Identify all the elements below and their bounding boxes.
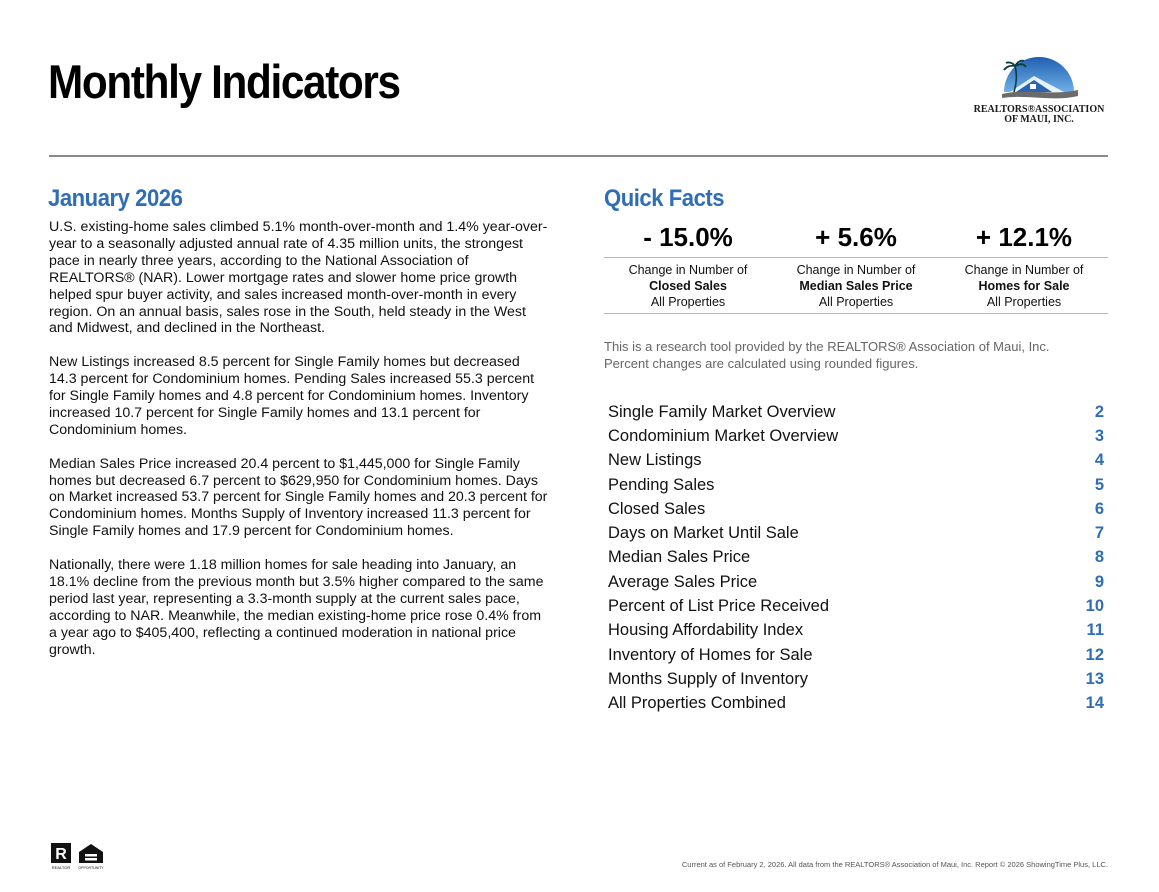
summary-paragraph-3: Median Sales Price increased 20.4 percent to $1,445,000 for Single Family homes but decreased 6.7 percent to $629,950 for Condominium homes. Days on Market increased 53.7 percent for Single Family homes and 20.3 percent for Condominium homes. Months Supply of Inventory increased 11.3 percent for Single Family homes and 17.9 percent for Condominium homes. bbox=[49, 455, 548, 540]
quick-facts-values bbox=[604, 219, 1108, 258]
fact-label-metric: Homes for Sale bbox=[978, 279, 1070, 293]
summary-paragraph-4: Nationally, there were 1.18 million homes for sale heading into January, an 18.1% decline from the previous month but 3.5% higher compared to the same period last year, representing a 3.3-month supply at the current sales pace, according to NAR. Meanwhile, the median existing-home price rose 0.4% from a year ago to $405,400, reflecting a continued moderation in national price growth. bbox=[49, 557, 544, 658]
toc-page-number: 4 bbox=[1094, 451, 1104, 470]
toc-label: Closed Sales bbox=[608, 499, 706, 518]
fact-label-line1: Change in Number of bbox=[628, 263, 748, 277]
toc-page-number: 13 bbox=[1085, 669, 1104, 688]
toc-page-number: 6 bbox=[1094, 499, 1104, 518]
toc-item[interactable] bbox=[604, 424, 1108, 448]
fact-median-price-value: + 5.6% bbox=[815, 222, 897, 252]
logo-line-1: REALTORS®ASSOCIATION bbox=[973, 104, 1105, 115]
quick-facts-labels bbox=[604, 258, 1108, 314]
logo-wordmark bbox=[968, 105, 1110, 125]
summary-text bbox=[49, 219, 549, 675]
fact-label-metric: Median Sales Price bbox=[799, 279, 913, 293]
equal-housing-icon bbox=[78, 844, 104, 870]
fact-homes-for-sale-label bbox=[940, 262, 1108, 310]
toc-label: Housing Affordability Index bbox=[608, 621, 804, 640]
eho-mark-text: OPPORTUNITY bbox=[78, 866, 104, 870]
fact-label-scope: All Properties bbox=[650, 295, 726, 309]
summary-paragraph-2: New Listings increased 8.5 percent for Single Family homes but decreased 14.3 percent for Condominium homes. Pending Sales increased 55.3 percent for Single Family homes and 4.8 percent for Condominium homes. Inventory increased 10.7 percent for Single Family homes and 13.1 percent for Condominium homes. bbox=[49, 354, 535, 438]
fact-label-scope: All Properties bbox=[986, 295, 1062, 309]
fact-label-line1: Change in Number of bbox=[796, 263, 916, 277]
fact-label-line1: Change in Number of bbox=[964, 263, 1084, 277]
toc-item[interactable] bbox=[604, 643, 1108, 667]
toc-page-number: 8 bbox=[1094, 548, 1104, 567]
summary-heading: January 2026 bbox=[48, 185, 183, 212]
svg-text:R: R bbox=[55, 846, 67, 863]
fact-homes-for-sale-value: + 12.1% bbox=[975, 222, 1073, 252]
toc-page-number: 10 bbox=[1085, 597, 1104, 616]
research-note-line-2: Percent changes are calculated using rounded figures. bbox=[604, 355, 919, 371]
fact-label-scope: All Properties bbox=[818, 295, 894, 309]
toc-label: Average Sales Price bbox=[608, 572, 758, 591]
toc-label: New Listings bbox=[608, 451, 702, 470]
toc-item[interactable] bbox=[604, 619, 1108, 643]
toc-item[interactable] bbox=[604, 594, 1108, 618]
realtor-icon bbox=[51, 843, 71, 870]
fact-closed-sales-label bbox=[604, 262, 772, 310]
research-note-line-1: This is a research tool provided by the REALTORS® Association of Maui, Inc. bbox=[604, 339, 1050, 354]
toc-label: Condominium Market Overview bbox=[608, 426, 839, 445]
toc-page-number: 3 bbox=[1094, 426, 1104, 445]
toc-item[interactable] bbox=[604, 400, 1108, 424]
toc-item[interactable] bbox=[604, 692, 1108, 716]
research-note bbox=[604, 339, 1104, 372]
fact-closed-sales-value: - 15.0% bbox=[643, 222, 733, 252]
fact-label-metric: Closed Sales bbox=[649, 279, 727, 293]
toc-item[interactable] bbox=[604, 521, 1108, 545]
toc-label: Days on Market Until Sale bbox=[608, 524, 799, 543]
toc-item[interactable] bbox=[604, 497, 1108, 521]
toc-item[interactable] bbox=[604, 449, 1108, 473]
toc-label: Single Family Market Overview bbox=[608, 402, 836, 421]
toc-item[interactable] bbox=[604, 667, 1108, 691]
quick-facts-table bbox=[604, 219, 1108, 314]
toc-item[interactable] bbox=[604, 473, 1108, 497]
toc-label: Months Supply of Inventory bbox=[608, 669, 808, 688]
toc-page-number: 2 bbox=[1094, 402, 1104, 421]
table-of-contents bbox=[604, 400, 1108, 716]
quick-facts-heading: Quick Facts bbox=[604, 185, 725, 212]
toc-item[interactable] bbox=[604, 570, 1108, 594]
toc-label: All Properties Combined bbox=[608, 694, 786, 713]
toc-item[interactable] bbox=[604, 546, 1108, 570]
fact-median-price-label bbox=[772, 262, 940, 310]
compliance-badges bbox=[50, 842, 110, 872]
toc-page-number: 7 bbox=[1094, 524, 1104, 543]
toc-page-number: 5 bbox=[1094, 475, 1104, 494]
toc-page-number: 14 bbox=[1085, 694, 1104, 713]
toc-page-number: 12 bbox=[1085, 645, 1104, 664]
toc-label: Inventory of Homes for Sale bbox=[608, 645, 813, 664]
toc-label: Percent of List Price Received bbox=[608, 597, 830, 616]
footer-disclaimer: Current as of February 2, 2026. All data from the REALTORS® Association of Maui, Inc. Report © 2026 ShowingTime Plus, LLC. bbox=[681, 860, 1108, 869]
toc-label: Pending Sales bbox=[608, 475, 715, 494]
header-divider bbox=[49, 155, 1108, 157]
toc-page-number: 11 bbox=[1086, 621, 1104, 640]
toc-label: Median Sales Price bbox=[608, 548, 751, 567]
realtor-mark-text: REALTOR bbox=[51, 865, 71, 870]
toc-page-number: 9 bbox=[1094, 572, 1104, 591]
logo-line-2: OF MAUI, INC. bbox=[1004, 114, 1074, 125]
page-title: Monthly Indicators bbox=[48, 55, 400, 108]
summary-paragraph-1: U.S. existing-home sales climbed 5.1% month-over-month and 1.4% year-over-year to a seasonally adjusted annual rate of 4.35 million units, the strongest pace in nearly three years, according to the National Association of REALTORS® (NAR). Lower mortgage rates and slower home price growth helped spur buyer activity, and sales increased month-over-month in every region. On an annual basis, sales rose in the South, held steady in the West and Midwest, and declined in the Northeast. bbox=[49, 219, 548, 337]
